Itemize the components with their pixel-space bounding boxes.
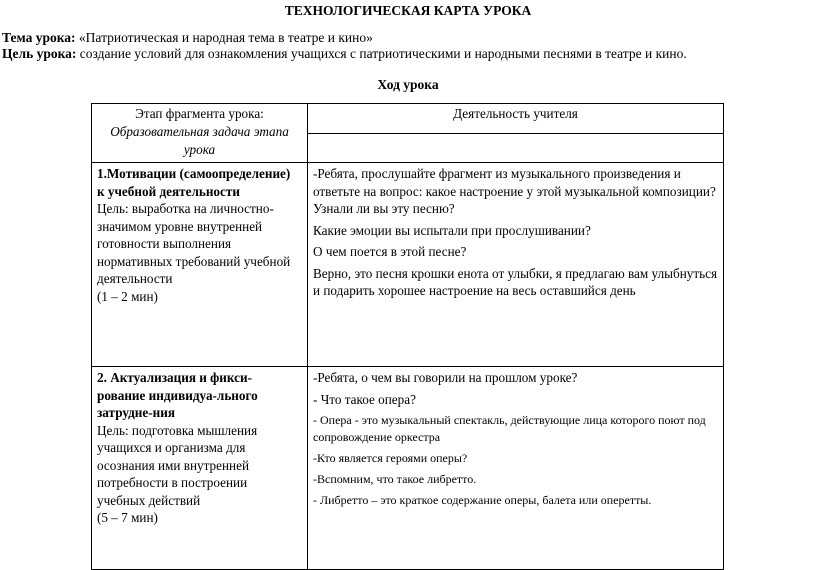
activity-2-text: -Кто является героями оперы? — [313, 451, 468, 465]
header-stage-line1: Этап фрагмента урока: — [135, 106, 264, 121]
activity-2-text: - Что такое опера? — [313, 391, 416, 407]
stage-cell-1 — [92, 163, 308, 367]
lesson-topic-line — [2, 30, 373, 46]
topic-value: «Патриотическая и народная тема в театре и кино» — [78, 30, 373, 45]
table-row — [92, 367, 724, 570]
header-stage-line2: Образовательная задача этапа — [110, 124, 289, 139]
table-row — [92, 163, 724, 367]
stage-1-title-line: 1.Мотивации (самоопределение) — [97, 166, 291, 181]
activity-2-text: -Вспомним, что такое либретто. — [313, 472, 477, 486]
header-activity-label: Деятельность учителя — [453, 106, 578, 121]
stage-1-goal-line: готовности выполнения — [97, 236, 232, 251]
goal-label: Цель урока: — [2, 46, 77, 61]
activity-1-text: Какие эмоции вы испытали при прослушивании? — [313, 222, 591, 238]
stage-2-goal-line: учебных действий — [97, 492, 201, 508]
stage-cell-2 — [92, 367, 308, 570]
stage-2-goal-line: потребности в построении — [97, 475, 248, 490]
stage-1-goal-line: Цель: выработка на личностно- — [97, 201, 274, 216]
lesson-plan-table — [91, 103, 724, 570]
stage-1-title-line: к учебной деятельности — [97, 183, 240, 199]
stage-2-title-line: 2. Актуализация и фикси- — [97, 370, 252, 385]
stage-2-goal-line: учащихся и организма для — [97, 440, 246, 455]
stage-1-goal-line: нормативных требований учебной — [97, 253, 291, 269]
activity-1-text: О чем поется в этой песне? — [313, 244, 467, 259]
lesson-goal-line — [2, 46, 687, 62]
table-header-row — [92, 104, 724, 134]
header-stage-cell — [92, 104, 308, 163]
activity-2-text: -Ребята, о чем вы говорили на прошлом уроке? — [313, 370, 578, 385]
stage-1-duration: (1 – 2 мин) — [97, 288, 158, 304]
header-empty-cell — [308, 134, 724, 163]
section-title: Ход урока — [377, 77, 439, 92]
activity-2-text: - Опера - это музыкальный спектакль, действующие лица которого поют под сопровождение оркестра — [313, 413, 706, 444]
activity-2-text: - Либретто – это краткое содержание оперы, балета или оперетты. — [313, 493, 652, 507]
activity-1-text: Верно, это песня крошки енота от улыбки, я предлагаю вам улыбнуться и подарить хорошее настроение на весь оставшийся день — [313, 265, 718, 298]
stage-1-goal-line: значимом уровне внутренней — [97, 218, 263, 234]
stage-2-duration: (5 – 7 мин) — [97, 510, 158, 525]
goal-value: создание условий для ознакомления учащихся с патриотическими и народными песнями в театре и кино. — [79, 46, 687, 61]
stage-2-goal-line: Цель: подготовка мышления — [97, 422, 258, 438]
stage-1-goal-line: деятельности — [97, 271, 173, 286]
stage-2-title-line: затрудне-ния — [97, 405, 175, 420]
document-title: ТЕХНОЛОГИЧЕСКАЯ КАРТА УРОКА — [284, 3, 532, 18]
header-activity-cell — [308, 104, 724, 134]
activity-cell-1 — [308, 163, 724, 367]
stage-2-title-line: рование индивидуа-льного — [97, 387, 258, 403]
topic-label: Тема урока: — [2, 30, 76, 45]
activity-cell-2 — [308, 367, 724, 570]
header-stage-line3: урока — [183, 142, 216, 157]
activity-1-text: -Ребята, прослушайте фрагмент из музыкального произведения и ответьте на вопрос: какое настроение у этой музыкальной композиции? Узнали ли вы эту песню? — [313, 166, 716, 216]
stage-2-goal-line: осознания ими внутренней — [97, 457, 249, 473]
